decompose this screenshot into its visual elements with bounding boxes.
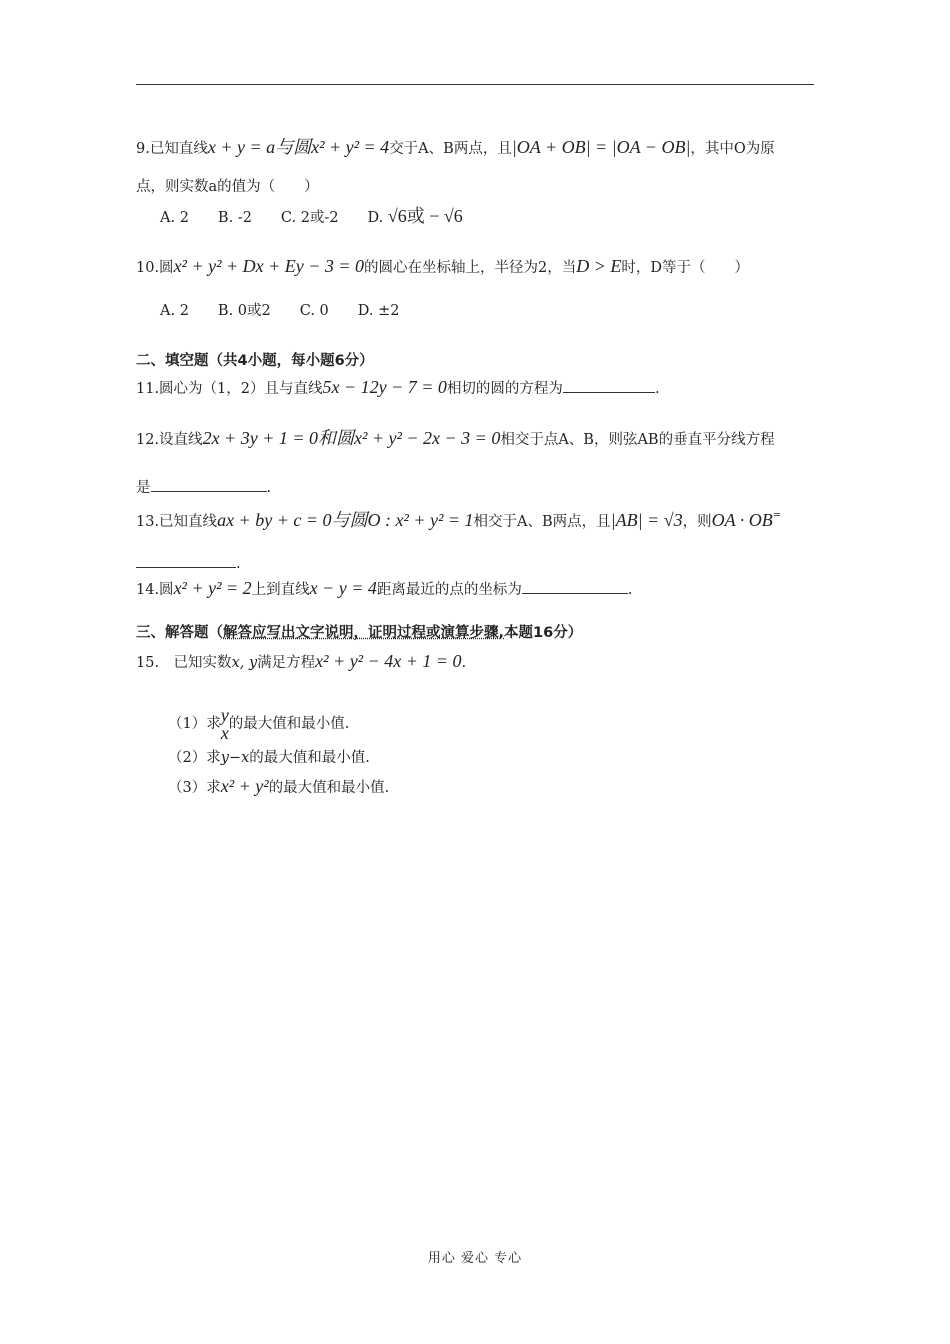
question-10 (136, 255, 749, 279)
q13-end: . (236, 556, 241, 572)
q14-line-equation: x − y = 4 (309, 578, 377, 598)
q15-p2-prefix: （2）求 (168, 750, 221, 766)
q9-options-text: A. 2 B. -2 C. 2或-2 D. (160, 210, 384, 226)
q9-suffix: ，其中O为原 (690, 141, 775, 157)
q9-line2: 点，则实数a的值为（ ） (136, 179, 319, 195)
question-15 (136, 650, 466, 674)
section-3-heading-a: 三、解答题（ (136, 625, 223, 641)
q15-p1-suffix: 的最大值和最小值. (228, 716, 350, 732)
question-12 (136, 427, 775, 451)
q15-equation: x² + y² − 4x + 1 = 0 (315, 651, 462, 671)
q11-prefix: 11.圆心为（1，2）且与直线 (136, 381, 323, 397)
q11-answer-blank[interactable] (563, 380, 655, 393)
q11-suffix: 相切的圆的方程为 (446, 381, 563, 397)
page-footer: 用心 爱心 专心 (427, 1251, 523, 1266)
q15-p1-prefix: （1）求 (168, 716, 221, 732)
q15-p3-expr: x² + y² (220, 776, 269, 796)
q9-vector-condition: |OA + OB| = |OA − OB| (511, 137, 691, 157)
q14-suffix: 距离最近的点的坐标为 (376, 582, 522, 598)
q13-dot-product: OA · OB (711, 510, 773, 530)
question-14 (136, 577, 633, 601)
q15-p1-denominator: x (220, 723, 229, 743)
q12-line2 (136, 477, 271, 499)
q10-condition: D > E (576, 256, 622, 276)
q9-mid: 交于A、B两点，且 (389, 141, 512, 157)
q12-end: . (266, 480, 272, 496)
q12-equation: 2x + 3y + 1 = 0和圆x² + y² − 2x − 3 = 0 (202, 428, 501, 448)
q15-mid: 满足方程 (257, 655, 316, 671)
q12-line2-text: 是 (136, 480, 151, 496)
q15-part-1 (168, 704, 349, 744)
q10-equation: x² + y² + Dx + Ey − 3 = 0 (173, 256, 365, 276)
q15-p3-suffix: 的最大值和最小值. (268, 780, 390, 796)
section-3-heading-c: 本题16分） (504, 625, 583, 641)
section-3-heading-b: 解答应写出文字说明，证明过程或演算步骤, (223, 625, 505, 641)
header-rule (136, 84, 814, 85)
q15-p3-prefix: （3）求 (168, 780, 221, 796)
q13-answer-blank[interactable] (136, 555, 236, 568)
q15-p1-numerator: y (220, 705, 229, 725)
q10-prefix: 10.圆 (136, 260, 174, 276)
q15-end: . (461, 655, 467, 671)
q10-suffix: 时，D等于（ ） (621, 260, 750, 276)
q14-equation: x² + y² = 2 (173, 578, 252, 598)
q9-options (160, 205, 463, 229)
q12-suffix: 相交于点A、B，则弦AB的垂直平分线方程 (500, 432, 775, 448)
q14-answer-blank[interactable] (522, 581, 628, 594)
q11-equation: 5x − 12y − 7 = 0 (322, 377, 447, 397)
q9-prefix: 9.已知直线 (136, 141, 208, 157)
q11-end: . (654, 381, 660, 397)
question-11 (136, 376, 660, 400)
q9-option-d: √6或 − √6 (387, 206, 463, 226)
q15-p2-suffix: 的最大值和最小值. (249, 750, 370, 766)
q13-equation: ax + by + c = 0与圆O : x² + y² = 1 (217, 510, 474, 530)
question-9 (136, 136, 775, 160)
question-13 (136, 505, 781, 533)
section-3-heading (136, 622, 582, 644)
q13-equals: = (772, 510, 782, 521)
q10-mid: 的圆心在坐标轴上，半径为2，当 (364, 260, 577, 276)
q13-mid2: ，则 (682, 514, 712, 530)
q12-answer-blank[interactable] (151, 479, 267, 492)
q13-line2 (136, 553, 241, 575)
q13-condition: |AB| = √3 (610, 510, 683, 530)
q14-mid: 上到直线 (251, 582, 310, 598)
q15-part-2 (168, 747, 370, 769)
q9-equation: x + y = a与圆x² + y² = 4 (207, 137, 390, 157)
q15-prefix: 15. 已知实数 (136, 655, 232, 671)
q15-part-3 (168, 775, 389, 799)
section-2-heading: 二、填空题（共4小题，每小题6分） (136, 353, 374, 369)
q14-prefix: 14.圆 (136, 582, 174, 598)
q15-vars: x, y (231, 655, 258, 671)
q10-options: A. 2 B. 0或2 C. 0 D. ±2 (160, 303, 400, 319)
q15-p1-fraction (221, 706, 229, 742)
q12-prefix: 12.设直线 (136, 432, 203, 448)
q13-mid: 相交于A、B两点，且 (473, 514, 611, 530)
q15-p2-expr: y−x (220, 750, 250, 766)
q13-prefix: 13.已知直线 (136, 514, 218, 530)
q14-end: . (627, 582, 633, 598)
